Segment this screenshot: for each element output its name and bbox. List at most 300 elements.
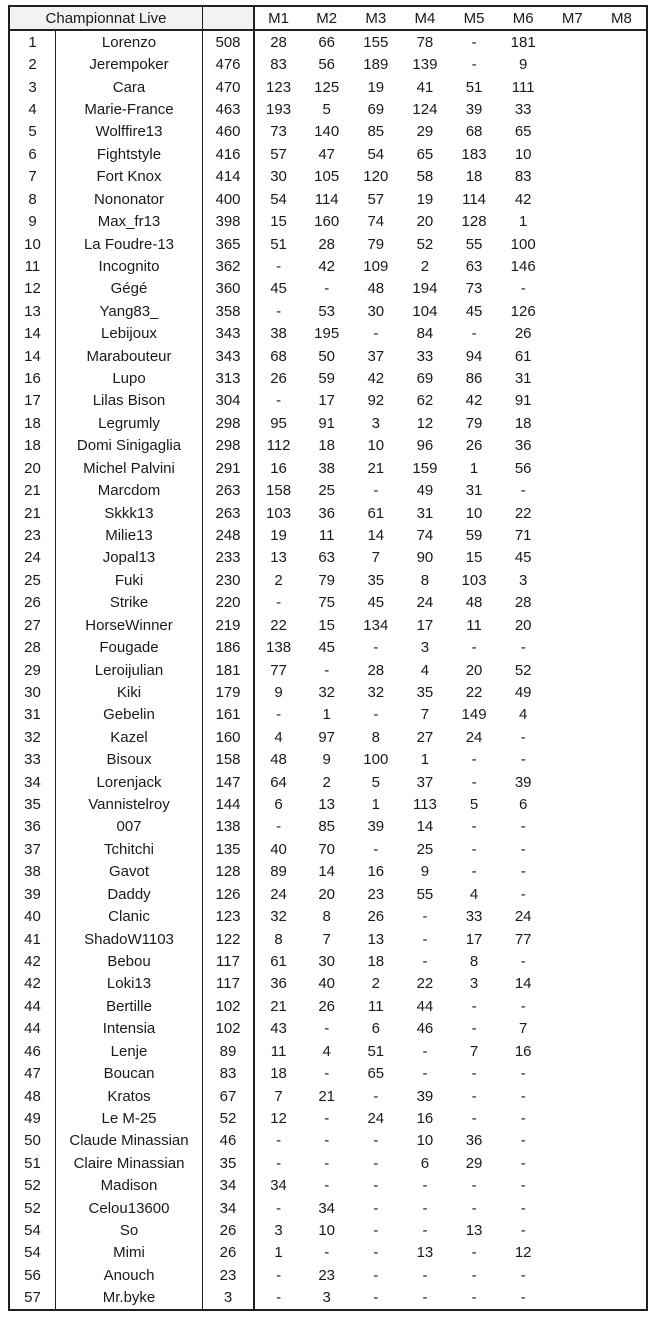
- score-cell-m6: 10: [514, 145, 532, 163]
- score-cell-m2: 85: [318, 818, 336, 836]
- table-row: [10, 726, 646, 748]
- score-cell-m1: -: [253, 1287, 302, 1309]
- rank-cell: 30: [24, 683, 41, 701]
- rank-cell: 46: [24, 1042, 41, 1060]
- score-cell-m8: [597, 233, 646, 255]
- score-cell-m2: 50: [318, 347, 336, 365]
- total-points-cell: 181: [202, 659, 253, 681]
- total-points-cell: 52: [202, 1107, 253, 1129]
- score-cell-m4: 194: [412, 280, 438, 298]
- rank-cell: 20: [24, 459, 41, 477]
- table-row: [10, 793, 646, 815]
- score-cell-m3: 7: [371, 549, 380, 567]
- score-cell-m1: -: [253, 255, 302, 277]
- score-cell-m7: [548, 547, 597, 569]
- score-cell-m8: [597, 1219, 646, 1241]
- table-row: [10, 861, 646, 883]
- score-cell-m4: 6: [420, 1154, 430, 1172]
- score-cell-m8: [597, 726, 646, 748]
- score-cell-m2: 63: [318, 549, 336, 567]
- score-cell-m3: 2: [371, 975, 380, 993]
- score-cell-m8: [597, 76, 646, 98]
- total-points-cell: 186: [202, 636, 253, 658]
- score-cell-m7: [548, 726, 597, 748]
- score-cell-m3: 155: [363, 33, 389, 51]
- score-cell-m6: 16: [514, 1042, 532, 1060]
- score-cell-m3: -: [373, 325, 379, 343]
- match-column-header-m2: M2: [316, 9, 338, 27]
- score-cell-m7: [548, 143, 597, 165]
- table-row: [10, 704, 646, 726]
- score-cell-m7: [548, 816, 597, 838]
- score-cell-m7: [548, 524, 597, 546]
- total-points-cell: 117: [202, 950, 253, 972]
- score-cell-m2: 40: [318, 975, 336, 993]
- score-cell-m5: -: [471, 1266, 477, 1284]
- score-cell-m2: 36: [318, 504, 336, 522]
- score-cell-m4: -: [422, 953, 428, 970]
- score-cell-m1: 45: [253, 278, 302, 300]
- score-cell-m3: 5: [371, 773, 380, 791]
- score-cell-m6: 33: [514, 100, 532, 118]
- score-cell-m7: [548, 435, 597, 457]
- score-cell-m8: [597, 659, 646, 681]
- rank-cell: 40: [24, 908, 41, 926]
- rank-cell: 6: [28, 145, 37, 163]
- score-cell-m7: [548, 883, 597, 905]
- player-name-cell: Nononator: [55, 188, 202, 210]
- score-cell-m6: 31: [514, 370, 532, 388]
- score-cell-m8: [597, 1287, 646, 1309]
- score-cell-m8: [597, 435, 646, 457]
- table-row: [10, 457, 646, 479]
- score-cell-m5: 183: [461, 145, 487, 163]
- rank-cell: 54: [24, 1222, 41, 1240]
- score-cell-m6: 18: [514, 414, 532, 432]
- score-cell-m4: 14: [416, 818, 434, 836]
- score-cell-m6: 91: [514, 392, 532, 410]
- score-cell-m8: [597, 771, 646, 793]
- score-cell-m3: 18: [367, 953, 385, 970]
- score-cell-m7: [548, 793, 597, 815]
- score-cell-m5: 103: [461, 571, 487, 589]
- table-row: [10, 1085, 646, 1107]
- score-cell-m2: 17: [318, 392, 336, 410]
- score-cell-m2: 18: [318, 437, 336, 455]
- score-cell-m5: 7: [469, 1042, 479, 1060]
- player-name-cell: Michel Palvini: [55, 457, 202, 479]
- total-points-cell: 298: [202, 435, 253, 457]
- score-cell-m4: -: [422, 1065, 428, 1083]
- table-row: [10, 300, 646, 322]
- score-cell-m4: 90: [416, 549, 434, 567]
- rank-cell: 26: [24, 594, 41, 612]
- score-cell-m4: -: [422, 1289, 428, 1307]
- score-cell-m2: -: [324, 1177, 330, 1195]
- score-cell-m1: 16: [253, 457, 302, 479]
- score-cell-m3: 6: [371, 1020, 380, 1038]
- score-cell-m8: [597, 278, 646, 300]
- score-cell-m8: [597, 1085, 646, 1107]
- score-cell-m3: 11: [368, 997, 384, 1015]
- player-name-cell: Legrumly: [55, 412, 202, 434]
- score-cell-m5: 10: [465, 504, 483, 522]
- score-cell-m4: -: [422, 1222, 428, 1240]
- score-cell-m3: 189: [363, 56, 389, 74]
- total-points-cell: 34: [202, 1175, 253, 1197]
- player-name-cell: Claire Minassian: [55, 1152, 202, 1174]
- score-cell-m2: 140: [314, 123, 340, 141]
- player-name-cell: Jerempoker: [55, 53, 202, 75]
- total-points-cell: 179: [202, 681, 253, 703]
- score-cell-m2: 38: [318, 459, 336, 477]
- score-cell-m5: -: [471, 1199, 477, 1217]
- score-cell-m4: 24: [416, 594, 434, 612]
- score-cell-m6: 146: [510, 257, 536, 275]
- score-cell-m1: 193: [253, 98, 302, 120]
- score-cell-m8: [597, 995, 646, 1017]
- player-name-cell: Yang83_: [55, 300, 202, 322]
- rank-cell: 2: [28, 56, 37, 74]
- score-cell-m6: -: [520, 997, 526, 1015]
- score-cell-m7: [548, 614, 597, 636]
- table-row: [10, 614, 646, 636]
- table-row: [10, 188, 646, 210]
- score-cell-m2: 66: [318, 33, 336, 51]
- score-cell-m3: 42: [367, 370, 385, 388]
- score-cell-m3: 21: [367, 459, 385, 477]
- player-name-cell: Marie-France: [55, 98, 202, 120]
- player-name-cell: Gégé: [55, 278, 202, 300]
- score-cell-m5: 59: [465, 526, 483, 544]
- table-row: [10, 233, 646, 255]
- score-cell-m6: 71: [514, 526, 532, 544]
- score-cell-m3: 51: [367, 1042, 385, 1060]
- score-cell-m5: -: [471, 1109, 477, 1127]
- total-points-cell: 89: [202, 1040, 253, 1062]
- player-name-cell: Lorenzo: [55, 31, 202, 53]
- total-points-cell: 416: [202, 143, 253, 165]
- table-row: [10, 1130, 646, 1152]
- table-row: [10, 771, 646, 793]
- rank-cell: 44: [24, 997, 41, 1015]
- score-cell-m2: 9: [322, 751, 331, 769]
- score-cell-m6: -: [520, 1087, 526, 1105]
- table-row: [10, 1107, 646, 1129]
- score-cell-m7: [548, 749, 597, 771]
- score-cell-m7: [548, 838, 597, 860]
- score-cell-m5: -: [471, 818, 477, 836]
- score-cell-m1: 22: [253, 614, 302, 636]
- score-cell-m7: [548, 1219, 597, 1241]
- score-cell-m4: 13: [416, 1244, 434, 1262]
- table-row: [10, 1062, 646, 1084]
- score-cell-m8: [597, 31, 646, 53]
- score-cell-m3: 35: [367, 571, 385, 589]
- match-column-header-m1: M1: [253, 7, 302, 29]
- score-cell-m1: 61: [253, 950, 302, 972]
- score-cell-m2: 30: [318, 953, 336, 970]
- score-cell-m6: 83: [514, 168, 532, 186]
- total-points-cell: 343: [202, 322, 253, 344]
- score-cell-m2: 14: [318, 863, 336, 881]
- score-cell-m6: -: [520, 840, 526, 858]
- score-cell-m5: -: [471, 1177, 477, 1195]
- match-column-header-m6: M6: [512, 9, 534, 27]
- total-points-cell: 313: [202, 367, 253, 389]
- rank-cell: 18: [24, 414, 41, 432]
- score-cell-m8: [597, 367, 646, 389]
- score-cell-m7: [548, 995, 597, 1017]
- score-cell-m4: 69: [416, 370, 434, 388]
- rank-cell: 4: [28, 100, 37, 118]
- score-cell-m8: [597, 1040, 646, 1062]
- table-row: [10, 1197, 646, 1219]
- score-cell-m8: [597, 1264, 646, 1286]
- total-points-cell: 23: [202, 1264, 253, 1286]
- score-cell-m8: [597, 53, 646, 75]
- table-row: [10, 905, 646, 927]
- player-name-cell: Boucan: [55, 1062, 202, 1084]
- score-cell-m2: 97: [318, 728, 336, 746]
- player-name-cell: Claude Minassian: [55, 1130, 202, 1152]
- score-cell-m3: -: [373, 1266, 379, 1284]
- score-cell-m7: [548, 636, 597, 658]
- score-cell-m3: -: [373, 1132, 379, 1150]
- score-cell-m8: [597, 1242, 646, 1264]
- player-name-cell: Anouch: [55, 1264, 202, 1286]
- score-cell-m4: 35: [416, 683, 434, 701]
- score-cell-m7: [548, 1287, 597, 1309]
- score-cell-m2: 23: [318, 1266, 336, 1284]
- score-cell-m6: 1: [519, 213, 528, 231]
- total-points-cell: 117: [202, 973, 253, 995]
- score-cell-m4: 46: [416, 1020, 434, 1038]
- score-cell-m1: -: [253, 300, 302, 322]
- total-points-cell: 304: [202, 390, 253, 412]
- score-cell-m3: 24: [367, 1109, 385, 1127]
- score-cell-m3: 19: [367, 78, 385, 96]
- score-cell-m4: 4: [420, 661, 430, 679]
- score-cell-m6: 49: [514, 683, 532, 701]
- table-row: [10, 592, 646, 614]
- total-points-cell: 291: [202, 457, 253, 479]
- score-cell-m5: 42: [465, 392, 483, 410]
- score-cell-m5: 13: [465, 1222, 483, 1240]
- player-name-cell: Lorenjack: [55, 771, 202, 793]
- score-cell-m2: -: [324, 1109, 330, 1127]
- rank-cell: 44: [24, 1020, 41, 1038]
- score-cell-m2: 26: [318, 997, 336, 1015]
- total-points-cell: 158: [202, 749, 253, 771]
- table-title: Championnat Live: [10, 7, 202, 29]
- score-cell-m4: 55: [416, 885, 434, 903]
- score-cell-m4: 78: [416, 33, 434, 51]
- score-cell-m4: 62: [416, 392, 434, 410]
- score-cell-m2: 125: [314, 78, 340, 96]
- score-cell-m4: 37: [416, 773, 434, 791]
- score-cell-m5: 15: [465, 549, 483, 567]
- score-cell-m3: 54: [367, 145, 385, 163]
- player-name-cell: Gavot: [55, 861, 202, 883]
- score-cell-m2: 4: [322, 1042, 331, 1060]
- score-cell-m8: [597, 704, 646, 726]
- player-name-cell: Lebijoux: [55, 322, 202, 344]
- score-cell-m8: [597, 973, 646, 995]
- score-cell-m6: -: [520, 818, 526, 836]
- total-points-cell: 26: [202, 1219, 253, 1241]
- score-cell-m5: 45: [465, 302, 483, 320]
- rank-cell: 1: [28, 33, 37, 51]
- score-cell-m7: [548, 53, 597, 75]
- score-cell-m3: 37: [367, 347, 385, 365]
- score-cell-m3: 79: [367, 235, 385, 253]
- score-cell-m3: -: [373, 1154, 379, 1172]
- score-cell-m7: [548, 681, 597, 703]
- score-cell-m6: 22: [514, 504, 532, 522]
- table-row: [10, 749, 646, 771]
- score-cell-m2: 1: [322, 706, 331, 724]
- score-cell-m2: 59: [318, 370, 336, 388]
- total-points-cell: 135: [202, 838, 253, 860]
- score-cell-m7: [548, 950, 597, 972]
- player-name-cell: Tchitchi: [55, 838, 202, 860]
- rank-cell: 14: [24, 347, 41, 365]
- score-cell-m3: 57: [367, 190, 385, 208]
- score-cell-m5: 36: [465, 1132, 483, 1150]
- score-cell-m3: -: [373, 639, 379, 657]
- score-cell-m5: 1: [469, 459, 479, 477]
- score-cell-m8: [597, 255, 646, 277]
- score-cell-m4: 113: [412, 796, 437, 814]
- score-cell-m3: 32: [367, 683, 385, 701]
- score-cell-m8: [597, 569, 646, 591]
- rank-cell: 16: [24, 370, 41, 388]
- player-name-cell: Marcdom: [55, 479, 202, 501]
- table-row: [10, 1040, 646, 1062]
- score-cell-m3: 61: [367, 504, 385, 522]
- score-cell-m7: [548, 502, 597, 524]
- score-cell-m2: 8: [322, 908, 331, 926]
- score-cell-m2: 3: [322, 1289, 331, 1307]
- total-points-cell: 147: [202, 771, 253, 793]
- score-cell-m1: 57: [253, 143, 302, 165]
- player-name-cell: Wolffire13: [55, 121, 202, 143]
- score-cell-m1: 73: [253, 121, 302, 143]
- total-points-cell: 248: [202, 524, 253, 546]
- total-column-header-empty: [202, 7, 253, 29]
- table-row: [10, 636, 646, 658]
- score-cell-m2: 15: [318, 616, 336, 634]
- score-cell-m4: 1: [420, 751, 430, 769]
- player-name-cell: Jopal13: [55, 547, 202, 569]
- match-column-header-m5: M5: [463, 9, 485, 27]
- score-cell-m1: 18: [253, 1062, 302, 1084]
- score-cell-m5: 63: [465, 257, 483, 275]
- table-row: [10, 1219, 646, 1241]
- score-cell-m3: 8: [371, 728, 380, 746]
- score-cell-m4: 52: [416, 235, 434, 253]
- score-cell-m8: [597, 1062, 646, 1084]
- score-cell-m4: 3: [420, 639, 430, 657]
- score-cell-m6: 4: [519, 706, 528, 724]
- total-points-cell: 233: [202, 547, 253, 569]
- table-row: [10, 524, 646, 546]
- player-name-cell: Lilas Bison: [55, 390, 202, 412]
- score-cell-m3: -: [373, 1177, 379, 1195]
- player-name-cell: Marabouteur: [55, 345, 202, 367]
- score-cell-m7: [548, 1062, 597, 1084]
- score-cell-m2: 105: [314, 168, 340, 186]
- match-column-header-m8: M8: [611, 9, 632, 27]
- score-cell-m4: 58: [416, 168, 434, 186]
- score-cell-m6: 61: [514, 347, 532, 365]
- score-cell-m2: -: [324, 280, 330, 298]
- table-row: [10, 390, 646, 412]
- score-cell-m4: 124: [412, 100, 438, 118]
- score-cell-m7: [548, 166, 597, 188]
- player-name-cell: Intensia: [55, 1018, 202, 1040]
- rank-cell: 56: [24, 1266, 41, 1284]
- score-cell-m4: -: [422, 1177, 428, 1195]
- rank-cell: 29: [24, 661, 41, 679]
- score-cell-m5: -: [471, 1244, 477, 1262]
- table-row: [10, 53, 646, 75]
- score-cell-m8: [597, 412, 646, 434]
- score-cell-m6: 7: [519, 1020, 528, 1038]
- player-name-cell: So: [55, 1219, 202, 1241]
- score-cell-m7: [548, 569, 597, 591]
- player-name-cell: Kiki: [55, 681, 202, 703]
- rank-cell: 47: [24, 1065, 41, 1083]
- score-cell-m8: [597, 188, 646, 210]
- rank-cell: 34: [24, 773, 41, 791]
- score-cell-m7: [548, 233, 597, 255]
- score-cell-m3: 100: [363, 751, 389, 769]
- table-body: [10, 31, 646, 1309]
- rank-cell: 27: [24, 616, 41, 634]
- score-cell-m7: [548, 479, 597, 501]
- table-row: [10, 838, 646, 860]
- rank-cell: 52: [24, 1199, 41, 1217]
- total-points-cell: 161: [202, 704, 253, 726]
- player-name-cell: Vannistelroy: [55, 793, 202, 815]
- player-name-cell: Lenje: [55, 1040, 202, 1062]
- rank-cell: 49: [24, 1109, 41, 1127]
- score-cell-m7: [548, 928, 597, 950]
- player-name-cell: Milie13: [55, 524, 202, 546]
- score-cell-m1: 24: [253, 883, 302, 905]
- rank-cell: 28: [24, 639, 41, 657]
- rank-cell: 48: [24, 1087, 41, 1105]
- score-cell-m6: 39: [514, 773, 532, 791]
- score-cell-m3: 65: [367, 1065, 385, 1083]
- total-points-cell: 138: [202, 816, 253, 838]
- player-name-cell: HorseWinner: [55, 614, 202, 636]
- score-cell-m1: 77: [253, 659, 302, 681]
- score-cell-m6: 52: [514, 661, 532, 679]
- player-name-cell: Leroijulian: [55, 659, 202, 681]
- score-cell-m2: -: [324, 1065, 330, 1083]
- player-name-cell: Kazel: [55, 726, 202, 748]
- total-points-cell: 220: [202, 592, 253, 614]
- player-name-cell: Loki13: [55, 973, 202, 995]
- rank-cell: 14: [24, 325, 41, 343]
- score-cell-m2: 25: [318, 482, 336, 500]
- score-cell-m7: [548, 98, 597, 120]
- score-cell-m1: 138: [253, 636, 302, 658]
- score-cell-m3: 16: [367, 863, 385, 881]
